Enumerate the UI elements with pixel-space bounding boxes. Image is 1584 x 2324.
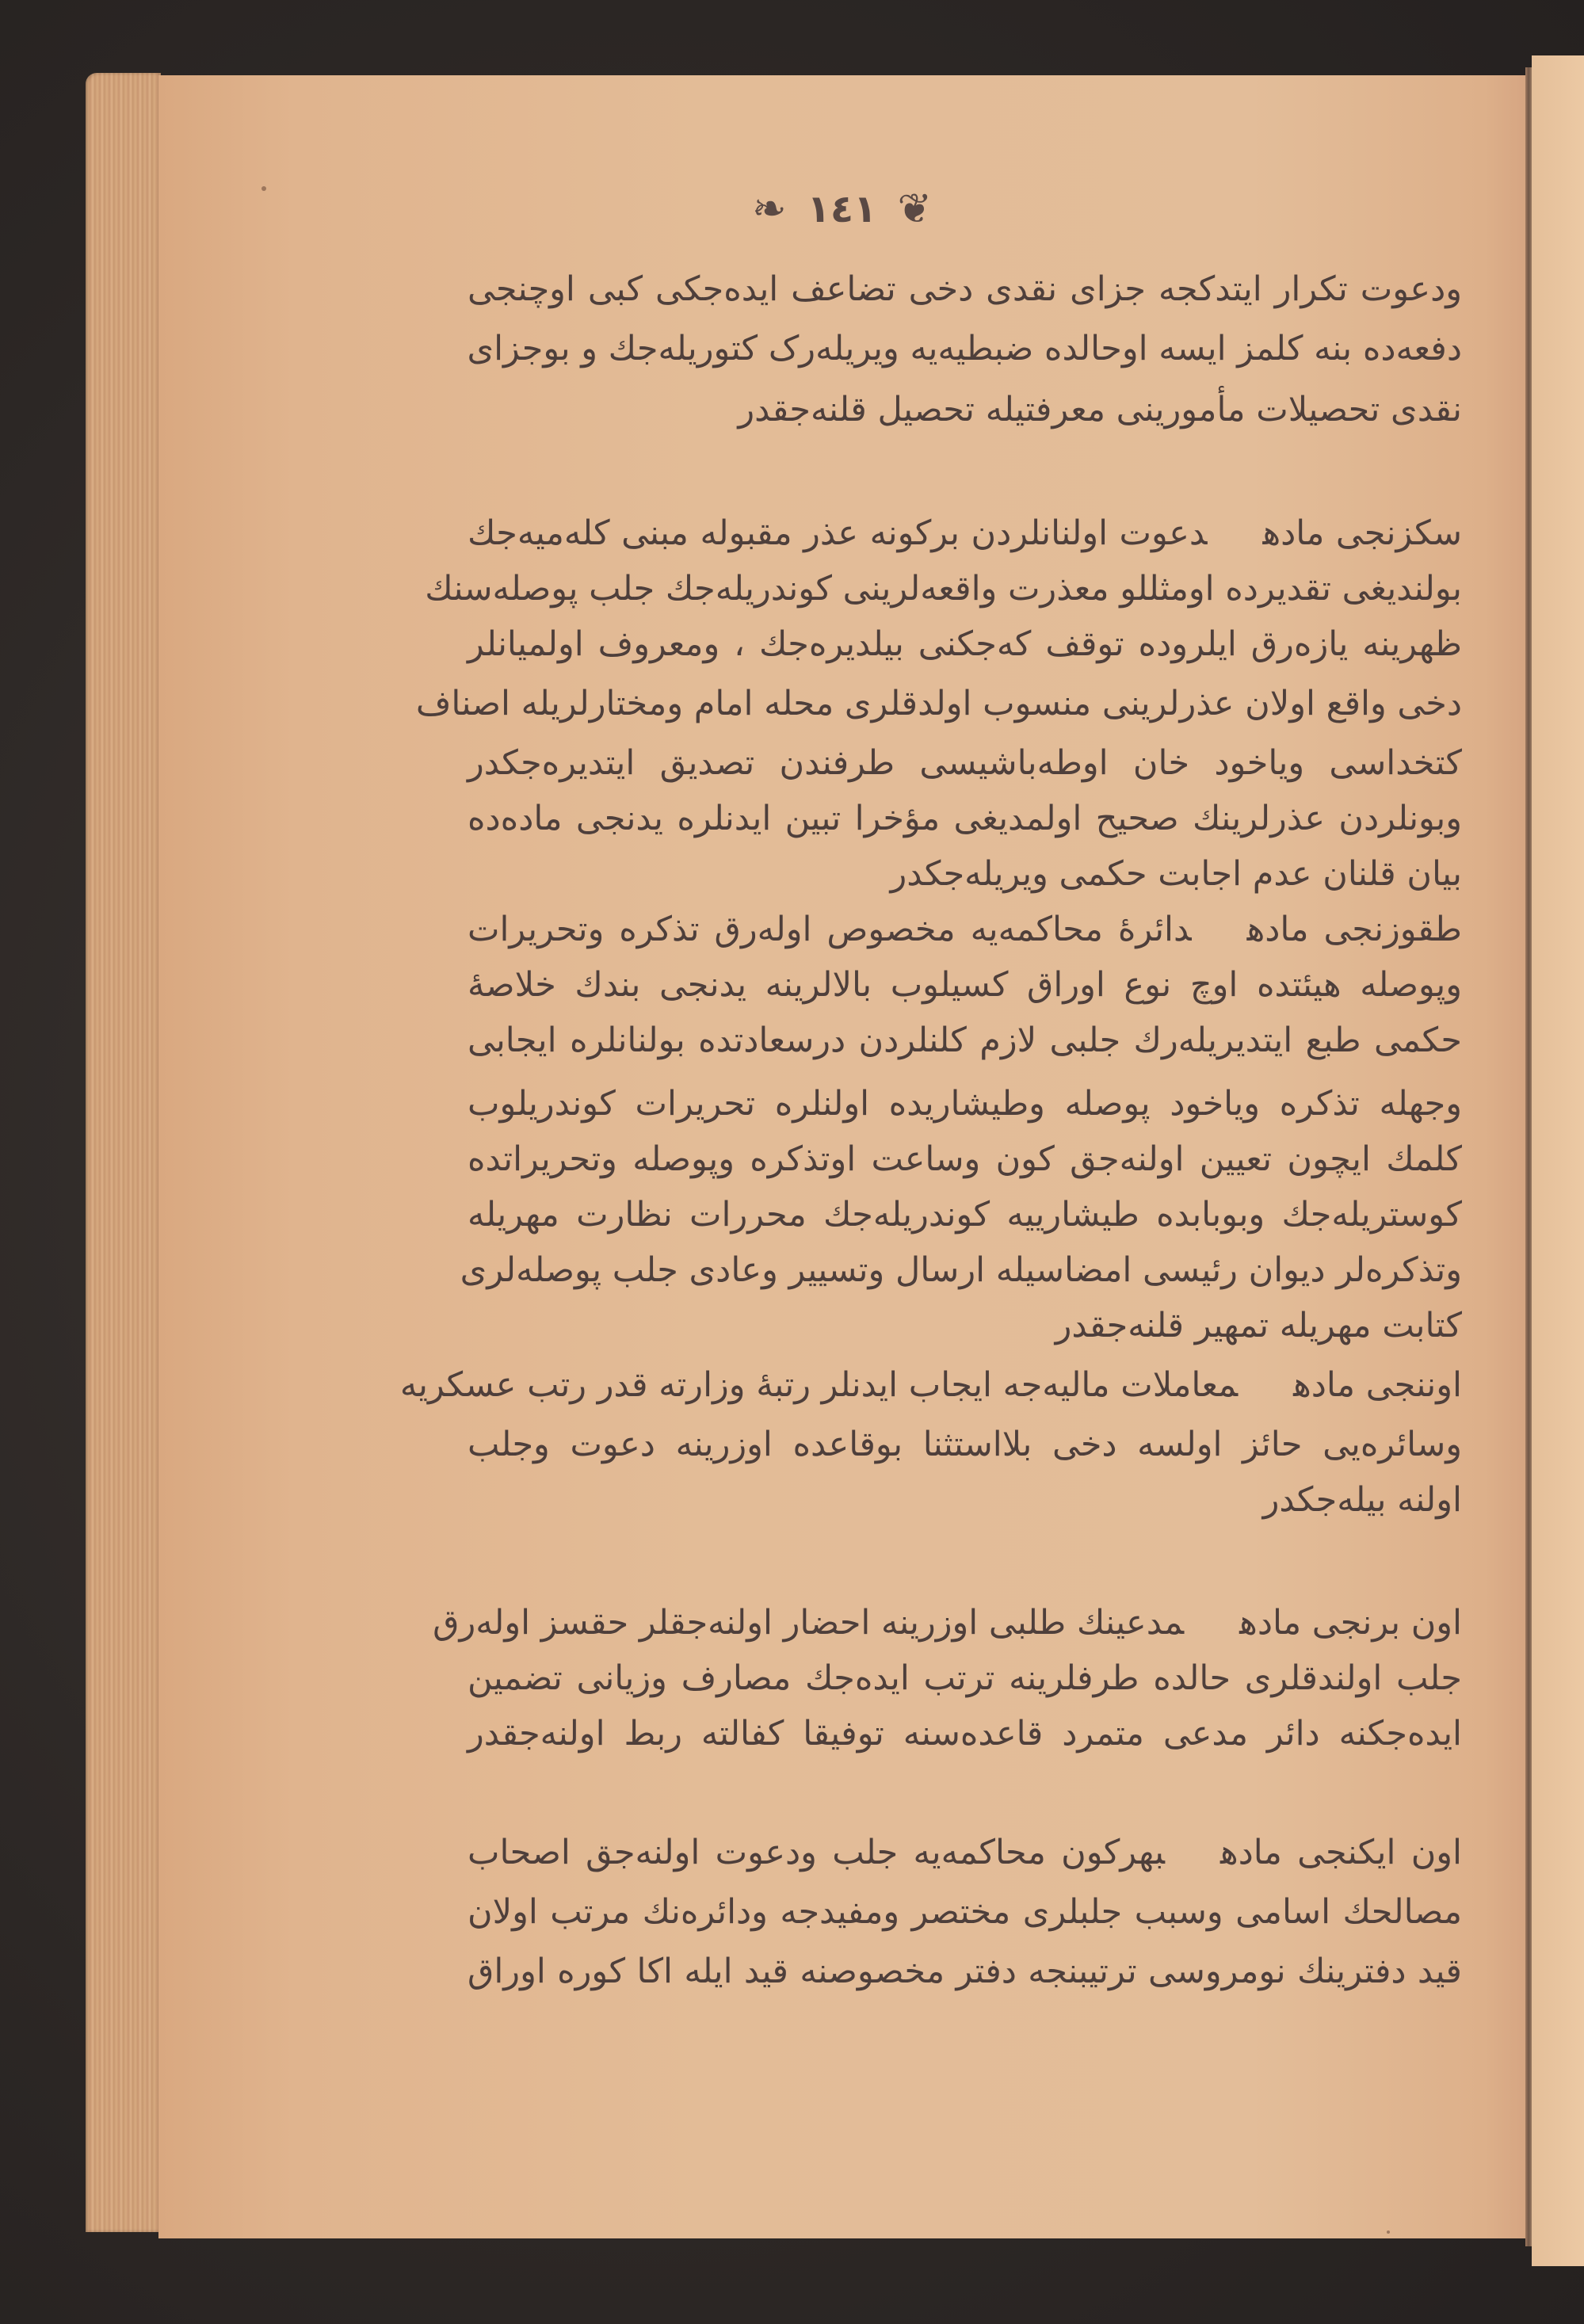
text-line: مصالحك اسامی وسبب جلبلری مختصر ومفیدجه ودائره‌نك مرتب اولان	[468, 1892, 1462, 1932]
page-stack-edge	[86, 73, 161, 2232]
text-span: دائرهٔ محاکمه‌یه مخصوص اوله‌رق تذکره وتحریرات	[468, 910, 1192, 949]
article-10-first-line	[399, 1361, 1462, 1409]
facing-page-edge	[1532, 55, 1584, 2266]
article-heading: طقوزنجی ماده	[1246, 910, 1462, 949]
text-line: نقدی تحصیلات مأمورینی معرفتیله تحصیل قلنه‌جقدر	[738, 390, 1462, 429]
text-line: حکمی طبع ایتدیریله‌رك جلبی لازم کلنلردن درسعادتده بولنانلره ایجابی	[468, 1021, 1462, 1060]
article-8-first-line	[468, 509, 1462, 557]
text-line: کتخداسی ویاخود خان اوطه‌باشیسی طرفندن تصدیق ایتدیره‌جکدر	[468, 743, 1462, 783]
article-heading: اوننجی ماده	[1293, 1365, 1462, 1405]
article-heading: اون ایکنجی ماده	[1219, 1833, 1463, 1872]
article-12-first-line	[468, 1829, 1462, 1876]
text-line: وپوصله هیئتده اوچ نوع اوراق کسیلوب بالالرینه یدنجی بندك خلاصهٔ	[468, 965, 1462, 1005]
ornament-right-icon: ❦	[897, 185, 933, 233]
text-line: کوستریله‌جك وبوبابده طیشارییه کوندریله‌جك محررات نظارت مهریله	[468, 1195, 1462, 1235]
body-text	[399, 0, 1463, 2324]
text-line: ودعوت تکرار ایتدکجه جزای نقدی دخی تضاعف ایده‌جکی کبی اوچنجی	[468, 269, 1462, 309]
article-heading: اون برنجی ماده	[1239, 1603, 1462, 1643]
text-line: وجهله تذکره ویاخود پوصله وطیشاریده اولنلره تحریرات کوندریلوب	[468, 1084, 1462, 1124]
book-gutter	[1525, 67, 1532, 2246]
ornament-left-icon: ❧	[751, 185, 787, 233]
text-span: دعوت اولنانلردن برکونه عذر مقبوله مبنی کله‌میه‌جك	[468, 513, 1208, 553]
article-9-first-line	[468, 906, 1462, 953]
page-number: ١٤١	[807, 187, 877, 231]
text-span: بهرکون محاکمه‌یه جلب ودعوت اولنه‌جق اصحاب	[468, 1833, 1165, 1872]
text-span: مدعینك طلبی اوزرینه احضار اولنه‌جقلر حقسز اوله‌رق	[433, 1603, 1185, 1643]
text-span: معاملات مالیه‌جه ایجاب ایدنلر رتبهٔ وزارته قدر رتب عسکریه	[399, 1365, 1239, 1405]
text-line: ظهرینه یازه‌رق ایلروده توقف که‌جکنی بیلدیره‌جك ، ومعروف اولمیانلر	[468, 624, 1462, 664]
text-line: اولنه بیله‌جکدر	[1262, 1480, 1462, 1520]
text-line: کتابت مهریله تمهیر قلنه‌جقدر	[1055, 1306, 1462, 1345]
text-line: دخی واقع اولان عذرلرینی منسوب اولدقلری محله امام ومختارلریله اصناف	[415, 684, 1462, 723]
article-heading: سکزنجی ماده	[1262, 513, 1462, 553]
text-line: وسائره‌یی حائز اولسه دخی بلااستثنا بوقاعده اوزرینه دعوت وجلب	[468, 1425, 1462, 1464]
text-line: دفعه‌ده بنه کلمز ایسه اوحالده ضبطیه‌یه ویریله‌رک کتوریله‌جك و بوجزای	[467, 329, 1462, 368]
text-line: کلمك ایچون تعیین اولنه‌جق کون وساعت اوتذکره وپوصله وتحریراتده	[468, 1139, 1462, 1179]
text-line: جلب اولندقلری حالده طرفلرینه ترتب ایده‌جك مصارف وزیانی تضمین	[468, 1658, 1462, 1698]
text-line: قید دفترینك نومروسی ترتیبنجه دفتر مخصوصنه قید ایله اکا کوره اوراق	[468, 1952, 1462, 1991]
text-line: ایده‌جکنه دائر مدعی متمرد قاعده‌سنه توفیقا کفالته ربط اولنه‌جقدر	[468, 1714, 1462, 1753]
text-line: بولندیغی تقدیرده اومثللو معذرت واقعه‌لرینی کوندریله‌جك جلب پوصله‌سنك	[425, 569, 1462, 609]
text-line: بیان قلنان عدم اجابت حکمی ویریله‌جکدر	[890, 854, 1462, 894]
article-11-first-line	[433, 1599, 1462, 1647]
text-line: وتذکره‌لر دیوان رئیسی امضاسیله ارسال وتسییر وعادی جلب پوصله‌لری	[460, 1250, 1462, 1290]
text-line: وبونلردن عذرلرینك صحیح اولمدیغی مؤخرا تبین ایدنلره یدنجی ماده‌ده	[468, 799, 1462, 838]
